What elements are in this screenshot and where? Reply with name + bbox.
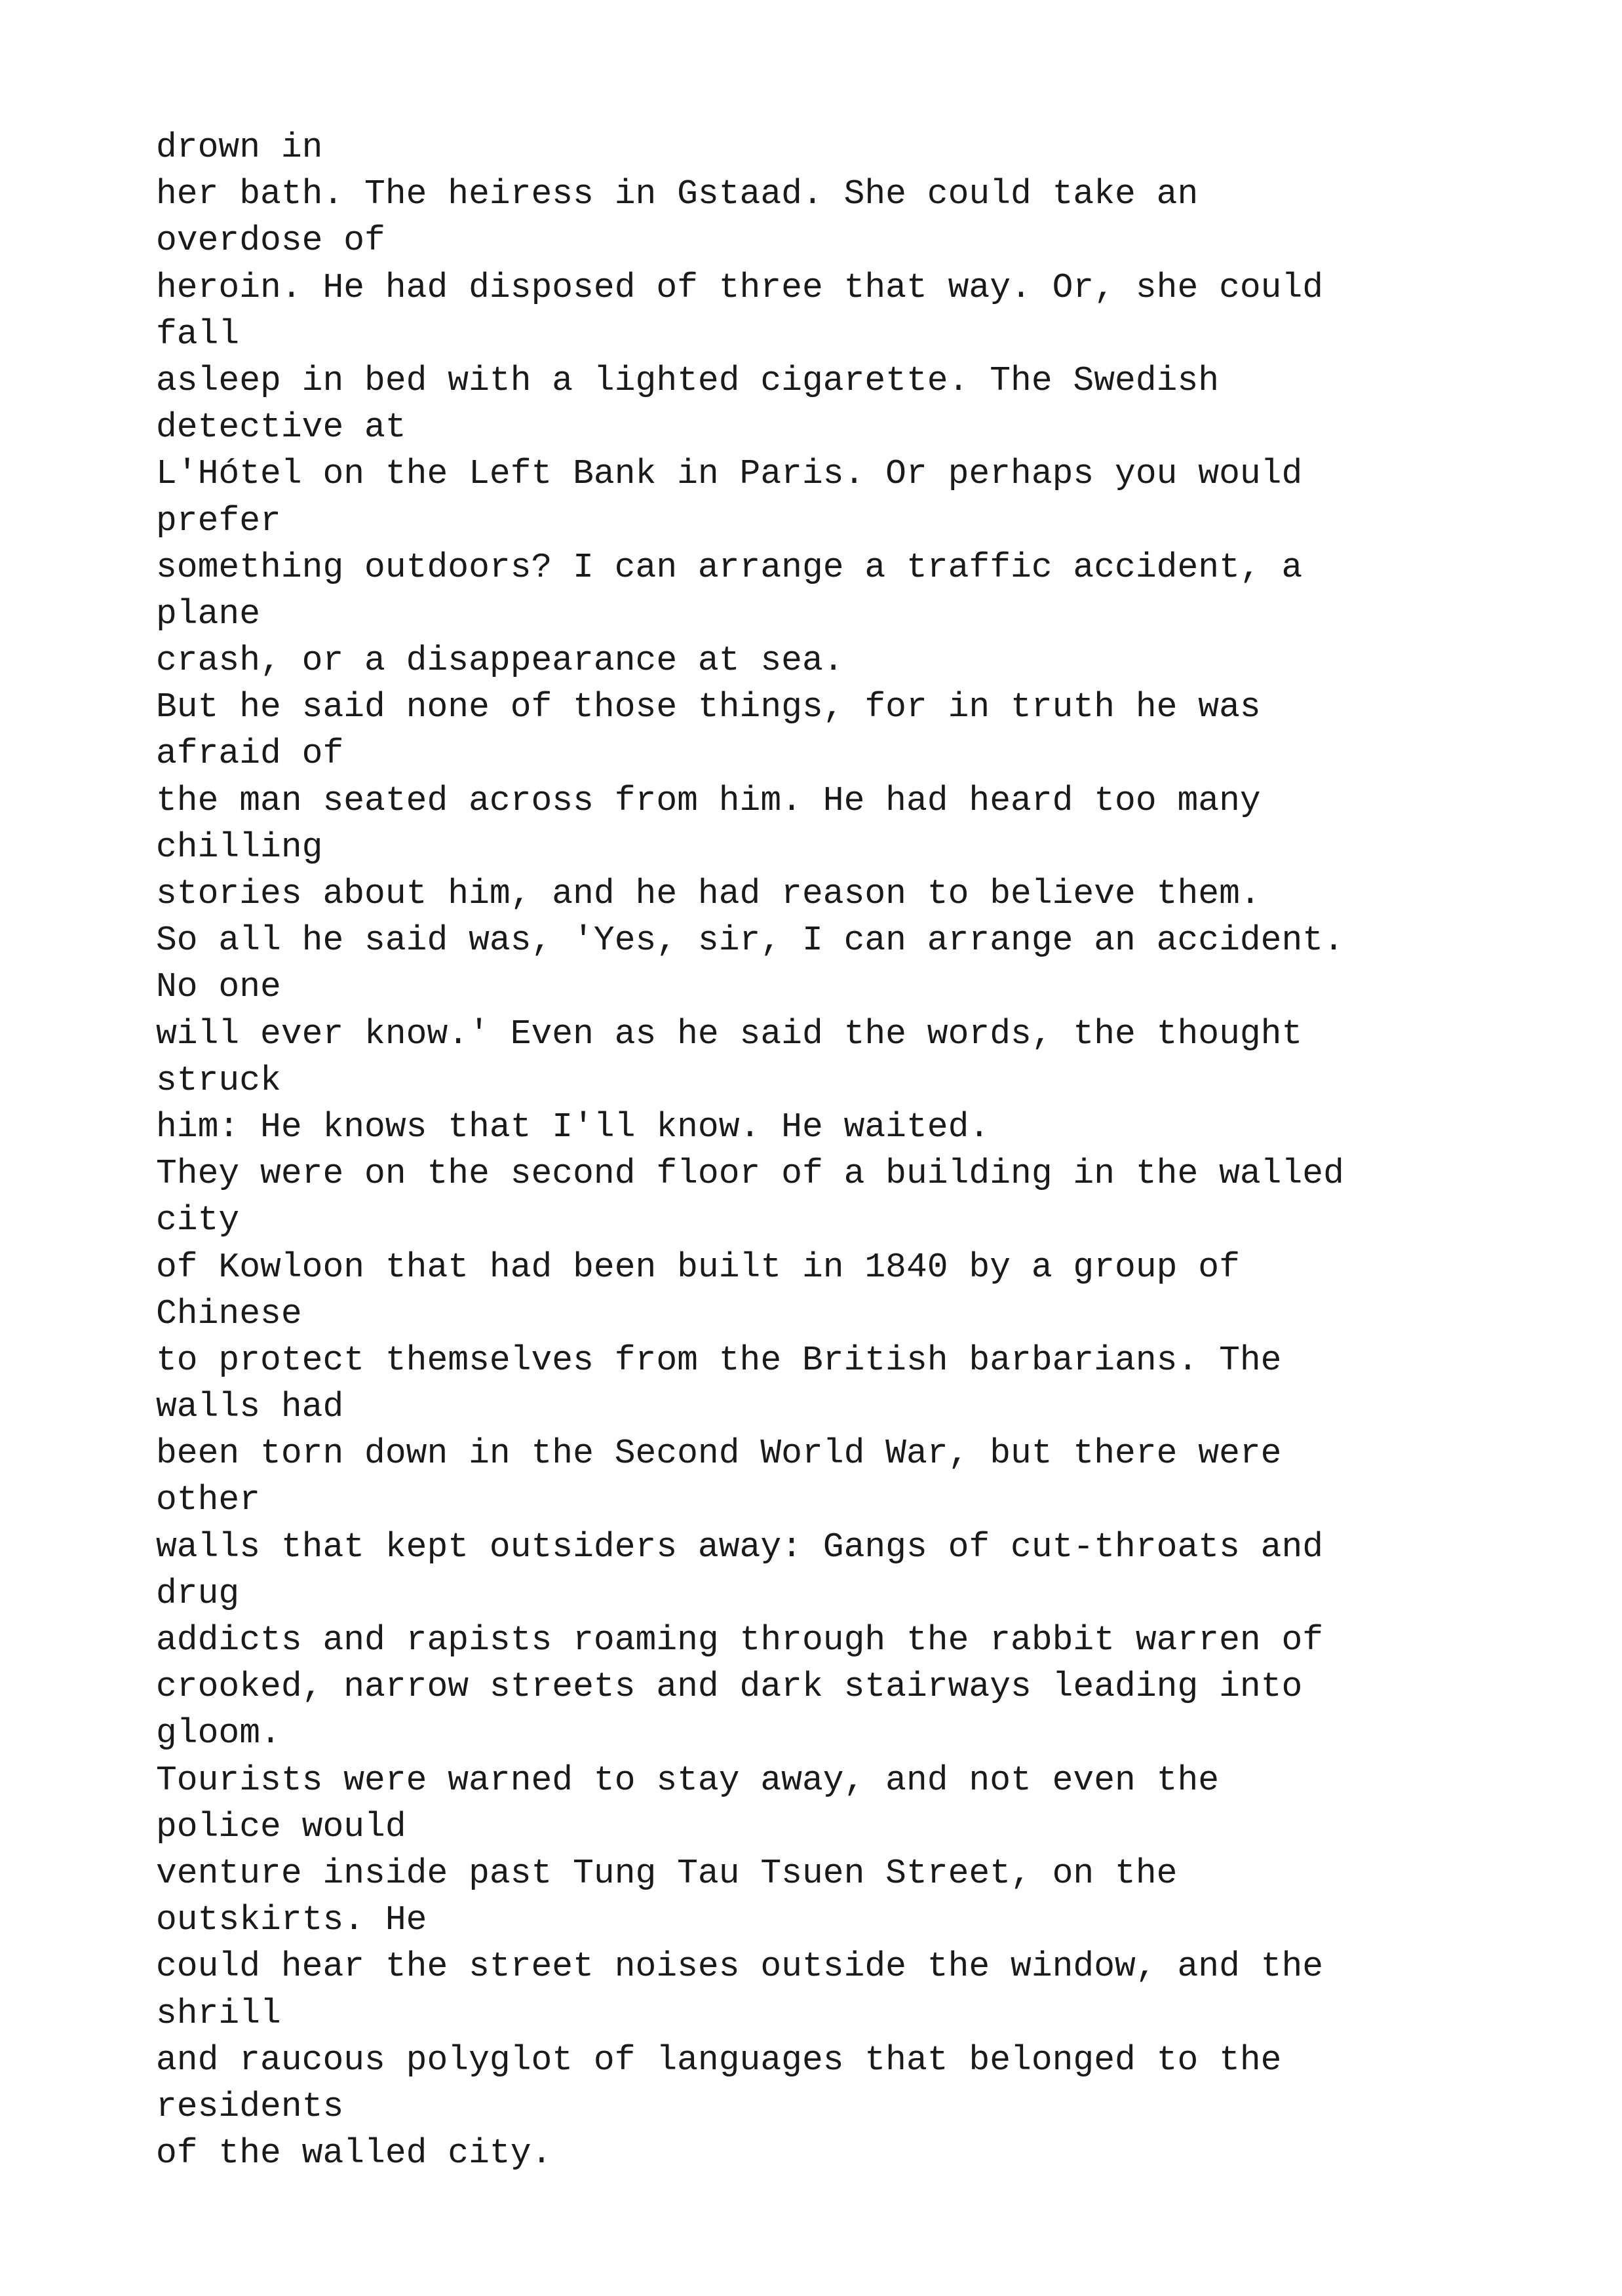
text-line: crash, or a disappearance at sea. <box>156 641 844 681</box>
text-line: gloom. <box>156 1713 281 1753</box>
text-line: fall <box>156 314 240 354</box>
text-line: No one <box>156 967 281 1007</box>
text-line: afraid of <box>156 734 344 774</box>
text-line: But he said none of those things, for in truth he was <box>156 687 1261 727</box>
text-line: walls that kept outsiders away: Gangs of cut-throats and <box>156 1527 1324 1567</box>
text-line: outskirts. He <box>156 1900 427 1940</box>
text-line: of Kowloon that had been built in 1840 by a group of <box>156 1247 1240 1287</box>
text-line: the man seated across from him. He had heard too many <box>156 780 1261 820</box>
text-line: overdose of <box>156 221 385 261</box>
text-line: They were on the second floor of a building in the walled <box>156 1154 1344 1194</box>
text-line: addicts and rapists roaming through the rabbit warren of <box>156 1620 1324 1660</box>
text-line: residents <box>156 2086 344 2126</box>
text-line: will ever know.' Even as he said the words, the thought <box>156 1014 1303 1054</box>
text-line: to protect themselves from the British barbarians. The <box>156 1340 1282 1380</box>
text-line: him: He knows that I'll know. He waited. <box>156 1107 990 1147</box>
text-line: detective at <box>156 408 406 448</box>
text-line: chilling <box>156 827 323 867</box>
text-line: struck <box>156 1060 281 1100</box>
text-line: drug <box>156 1573 240 1613</box>
text-line: plane <box>156 594 261 634</box>
text-line: could hear the street noises outside the window, and the <box>156 1947 1324 1987</box>
text-line: venture inside past Tung Tau Tsuen Street, on the <box>156 1853 1178 1893</box>
text-line: prefer <box>156 501 281 541</box>
body-text <box>156 124 1598 2177</box>
text-line: shrill <box>156 1993 281 2033</box>
text-line: been torn down in the Second World War, but there were <box>156 1434 1282 1474</box>
text-line: city <box>156 1200 240 1240</box>
text-line: asleep in bed with a lighted cigarette. The Swedish <box>156 360 1220 400</box>
text-line: Tourists were warned to stay away, and not even the <box>156 1760 1220 1800</box>
text-line: crooked, narrow streets and dark stairways leading into <box>156 1667 1303 1707</box>
text-line: L'Hótel on the Left Bank in Paris. Or perhaps you would <box>156 454 1303 494</box>
text-line: and raucous polyglot of languages that belonged to the <box>156 2040 1282 2080</box>
text-line: of the walled city. <box>156 2133 552 2173</box>
text-line: police would <box>156 1807 406 1846</box>
text-line: heroin. He had disposed of three that way. Or, she could <box>156 267 1324 307</box>
text-line: stories about him, and he had reason to believe them. <box>156 874 1261 913</box>
text-line: other <box>156 1480 261 1520</box>
text-line: something outdoors? I can arrange a traffic accident, a <box>156 547 1303 587</box>
text-line: So all he said was, 'Yes, sir, I can arrange an accident. <box>156 921 1344 961</box>
text-line: walls had <box>156 1387 344 1427</box>
text-line: her bath. The heiress in Gstaad. She could take an <box>156 174 1199 214</box>
text-line: Chinese <box>156 1293 302 1333</box>
text-line: drown in <box>156 128 323 167</box>
